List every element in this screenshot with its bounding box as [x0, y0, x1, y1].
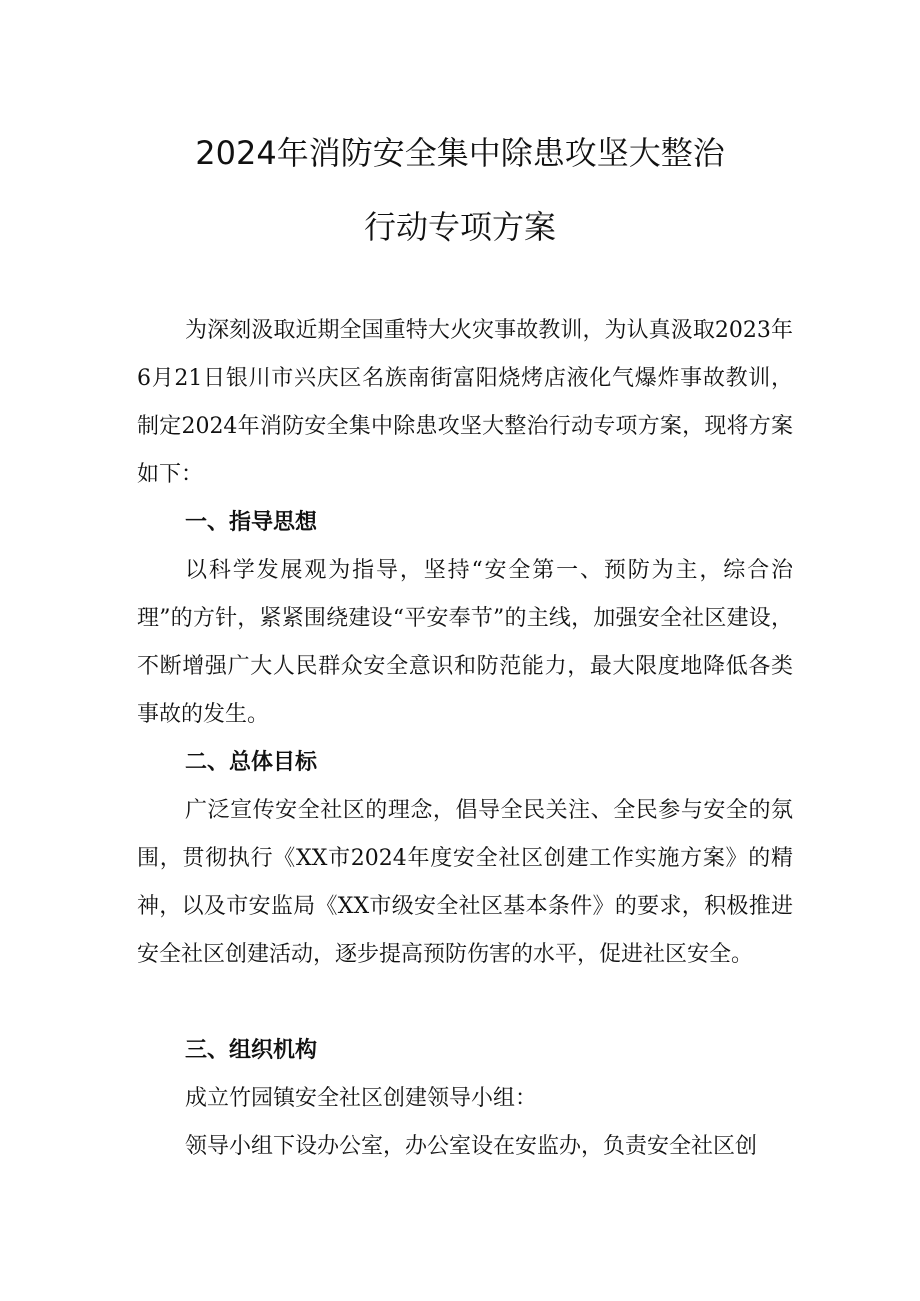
intro-paragraph: 为深刻汲取近期全国重特大火灾事故教训，为认真汲取2023年6月21日银川市兴庆区名族南街富阳烧烤店液化气爆炸事故教训，制定2024年消防安全集中除患攻坚大整治行动专项方案，现将方案如下： — [137, 318, 793, 487]
office-paragraph: 领导小组下设办公室，办公室设在安监办，负责安全社区创 — [185, 1134, 758, 1159]
document-title-line-1: 2024年消防安全集中除患攻坚大整治 — [195, 134, 725, 172]
document-title-line-2: 行动专项方案 — [363, 208, 556, 246]
section-body-organization: 成立竹园镇安全社区创建领导小组： — [185, 1086, 538, 1111]
section-heading-guiding-ideology: 一、指导思想 — [185, 510, 318, 535]
section-body-overall-goal: 广泛宣传安全社区的理念，倡导全民关注、全民参与安全的氛围，贯彻执行《XX市2024年度安全社区创建工作实施方案》的精神，以及市安监局《XX市级安全社区基本条件》的要求，积极推进安全社区创建活动，逐步提高预防伤害的水平，促进社区安全。 — [137, 798, 793, 967]
section-body-guiding-ideology: 以科学发展观为指导，坚持“安全第一、预防为主，综合治理”的方针，紧紧围绕建设“平安奉节”的主线，加强安全社区建设，不断增强广大人民群众安全意识和防范能力，最大限度地降低各类事故的发生。 — [137, 558, 793, 727]
section-heading-overall-goal: 二、总体目标 — [185, 750, 318, 775]
section-heading-organization: 三、组织机构 — [185, 1038, 318, 1063]
